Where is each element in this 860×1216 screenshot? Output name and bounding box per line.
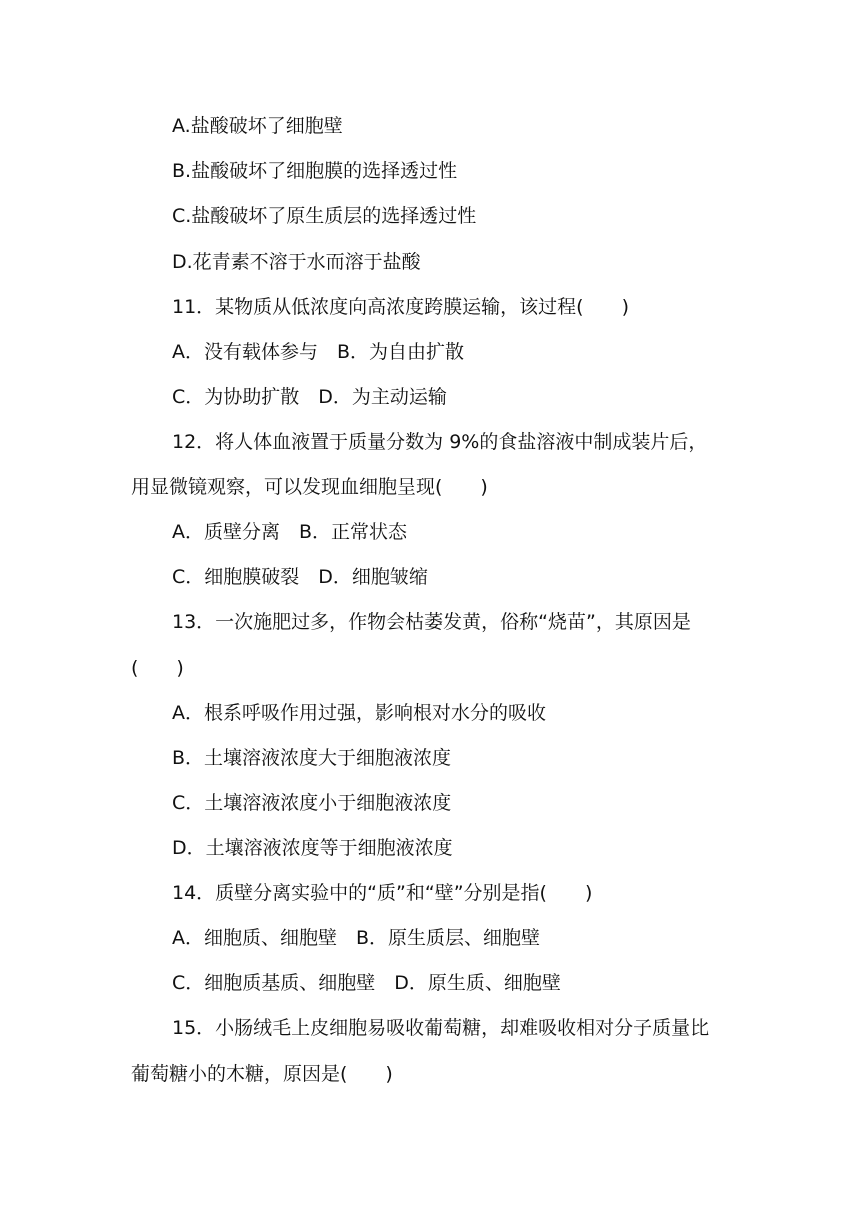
q10-option-b: B.盐酸破坏了细胞膜的选择透过性 <box>172 160 458 182</box>
q14-options-cd: C．细胞质基质、细胞壁 D．原生质、细胞壁 <box>172 972 561 994</box>
q13-option-b: B．土壤溶液浓度大于细胞液浓度 <box>172 747 452 769</box>
q13-stem-line1: 13．一次施肥过多，作物会枯萎发黄，俗称“烧苗”，其原因是 <box>172 611 691 633</box>
q13-stem-line2: ( ) <box>131 657 184 679</box>
q12-options-ab: A．质壁分离 B．正常状态 <box>172 521 408 543</box>
q14-stem: 14．质壁分离实验中的“质”和“壁”分别是指( ) <box>172 882 593 904</box>
q12-stem-line2: 用显微镜观察，可以发现血细胞呈现( ) <box>131 476 488 498</box>
q13-option-c: C．土壤溶液浓度小于细胞液浓度 <box>172 792 452 814</box>
q10-option-c: C.盐酸破坏了原生质层的选择透过性 <box>172 205 477 227</box>
q10-option-a: A.盐酸破坏了细胞壁 <box>172 115 343 137</box>
q13-option-d: D．土壤溶液浓度等于细胞液浓度 <box>172 837 453 859</box>
q14-options-ab: A．细胞质、细胞壁 B．原生质层、细胞壁 <box>172 927 541 949</box>
q15-stem-line1: 15．小肠绒毛上皮细胞易吸收葡萄糖，却难吸收相对分子质量比 <box>172 1017 710 1039</box>
q10-option-d: D.花青素不溶于水而溶于盐酸 <box>172 251 421 273</box>
q11-options-cd: C．为协助扩散 D．为主动运输 <box>172 386 447 408</box>
q15-stem-line2: 葡萄糖小的木糖，原因是( ) <box>131 1063 393 1085</box>
q11-options-ab: A．没有载体参与 B．为自由扩散 <box>172 341 465 363</box>
q11-stem: 11．某物质从低浓度向高浓度跨膜运输，该过程( ) <box>172 296 630 318</box>
q12-options-cd: C．细胞膜破裂 D．细胞皱缩 <box>172 566 428 588</box>
q13-option-a: A．根系呼吸作用过强，影响根对水分的吸收 <box>172 702 546 724</box>
q12-stem-line1: 12．将人体血液置于质量分数为 9%的食盐溶液中制成装片后， <box>172 431 708 453</box>
